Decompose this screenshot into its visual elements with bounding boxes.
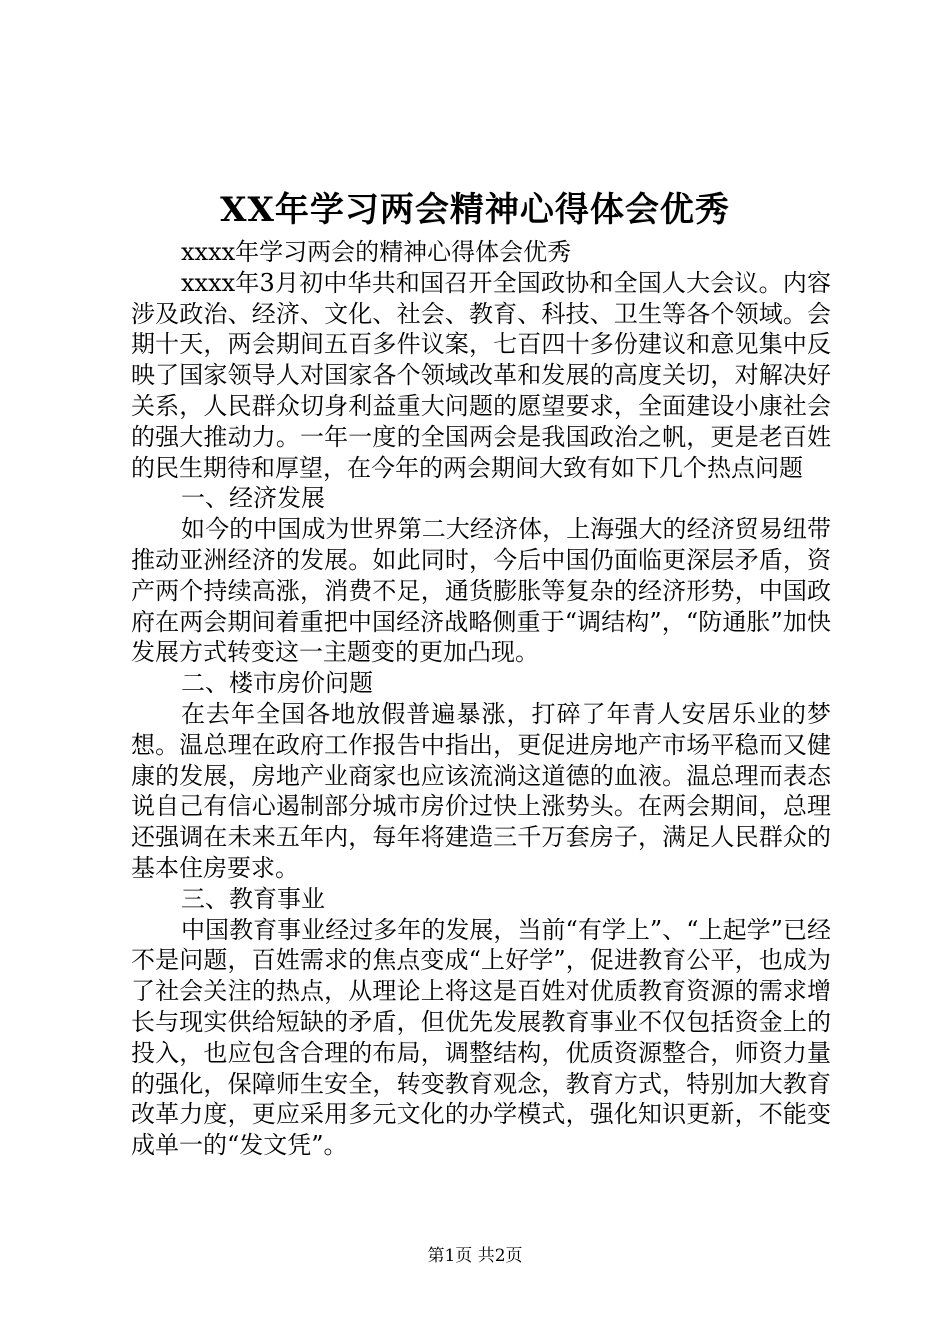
economy-paragraph: 如今的中国成为世界第二大经济体，上海强大的经济贸易纽带推动亚洲经济的发展。如此同时，今后中国仍面临更深层矛盾，资产两个持续高涨，消费不足，通货膨胀等复杂的经济形势，中国政府在两会期间着重把中国经济战略侧重于“调结构”，“防通胀”加快发展方式转变这一主题变的更加凸现。 [131,515,831,667]
document-body [131,237,831,1161]
section-heading-education: 三、教育事业 [181,884,325,913]
subtitle-paragraph: xxxx年学习两会的精神心得体会优秀 [181,238,572,266]
intro-paragraph: xxxx年3月初中华共和国召开全国政协和全国人大会议。内容涉及政治、经济、文化、社会、教育、科技、卫生等各个领域。会期十天，两会期间五百多件议案，七百四十多份建议和意见集中反映了国家领导人对国家各个领域改革和发展的高度关切，对解决好关系，人民群众切身利益重大问题的愿望要求，全面建设小康社会的强大推动力。一年一度的全国两会是我国政治之帆，更是老百姓的民生期待和厚望，在今年的两会期间大致有如下几个热点问题 [131,268,831,482]
section-heading-housing: 二、楼市房价问题 [181,669,373,698]
page-number-footer: 第1页 共2页 [427,1246,523,1266]
education-paragraph: 中国教育事业经过多年的发展，当前“有学上”、“上起学”已经不是问题，百姓需求的焦点变成“上好学”，促进教育公平，也成为了社会关注的热点，从理论上将这是百姓对优质教育资源的需求增长与现实供给短缺的矛盾，但优先发展教育事业不仅包括资金上的投入，也应包含合理的布局，调整结构，优质资源整合，师资力量的强化，保障师生安全，转变教育观念，教育方式，特别加大教育改革力度，更应采用多元文化的办学模式，强化知识更新，不能变成单一的“发文凭”。 [131,915,831,1160]
housing-paragraph: 在去年全国各地放假普遍暴涨，打碎了年青人安居乐业的梦想。温总理在政府工作报告中指出，更促进房地产市场平稳而又健康的发展，房地产业商家也应该流淌这道德的血液。温总理而表态说自己有信心遏制部分城市房价过快上涨势头。在两会期间，总理还强调在未来五年内，每年将建造三千万套房子，满足人民群众的基本住房要求。 [131,699,831,882]
section-heading-economy: 一、经济发展 [181,484,325,513]
document-title: XX年学习两会精神心得体会优秀 [220,190,730,230]
